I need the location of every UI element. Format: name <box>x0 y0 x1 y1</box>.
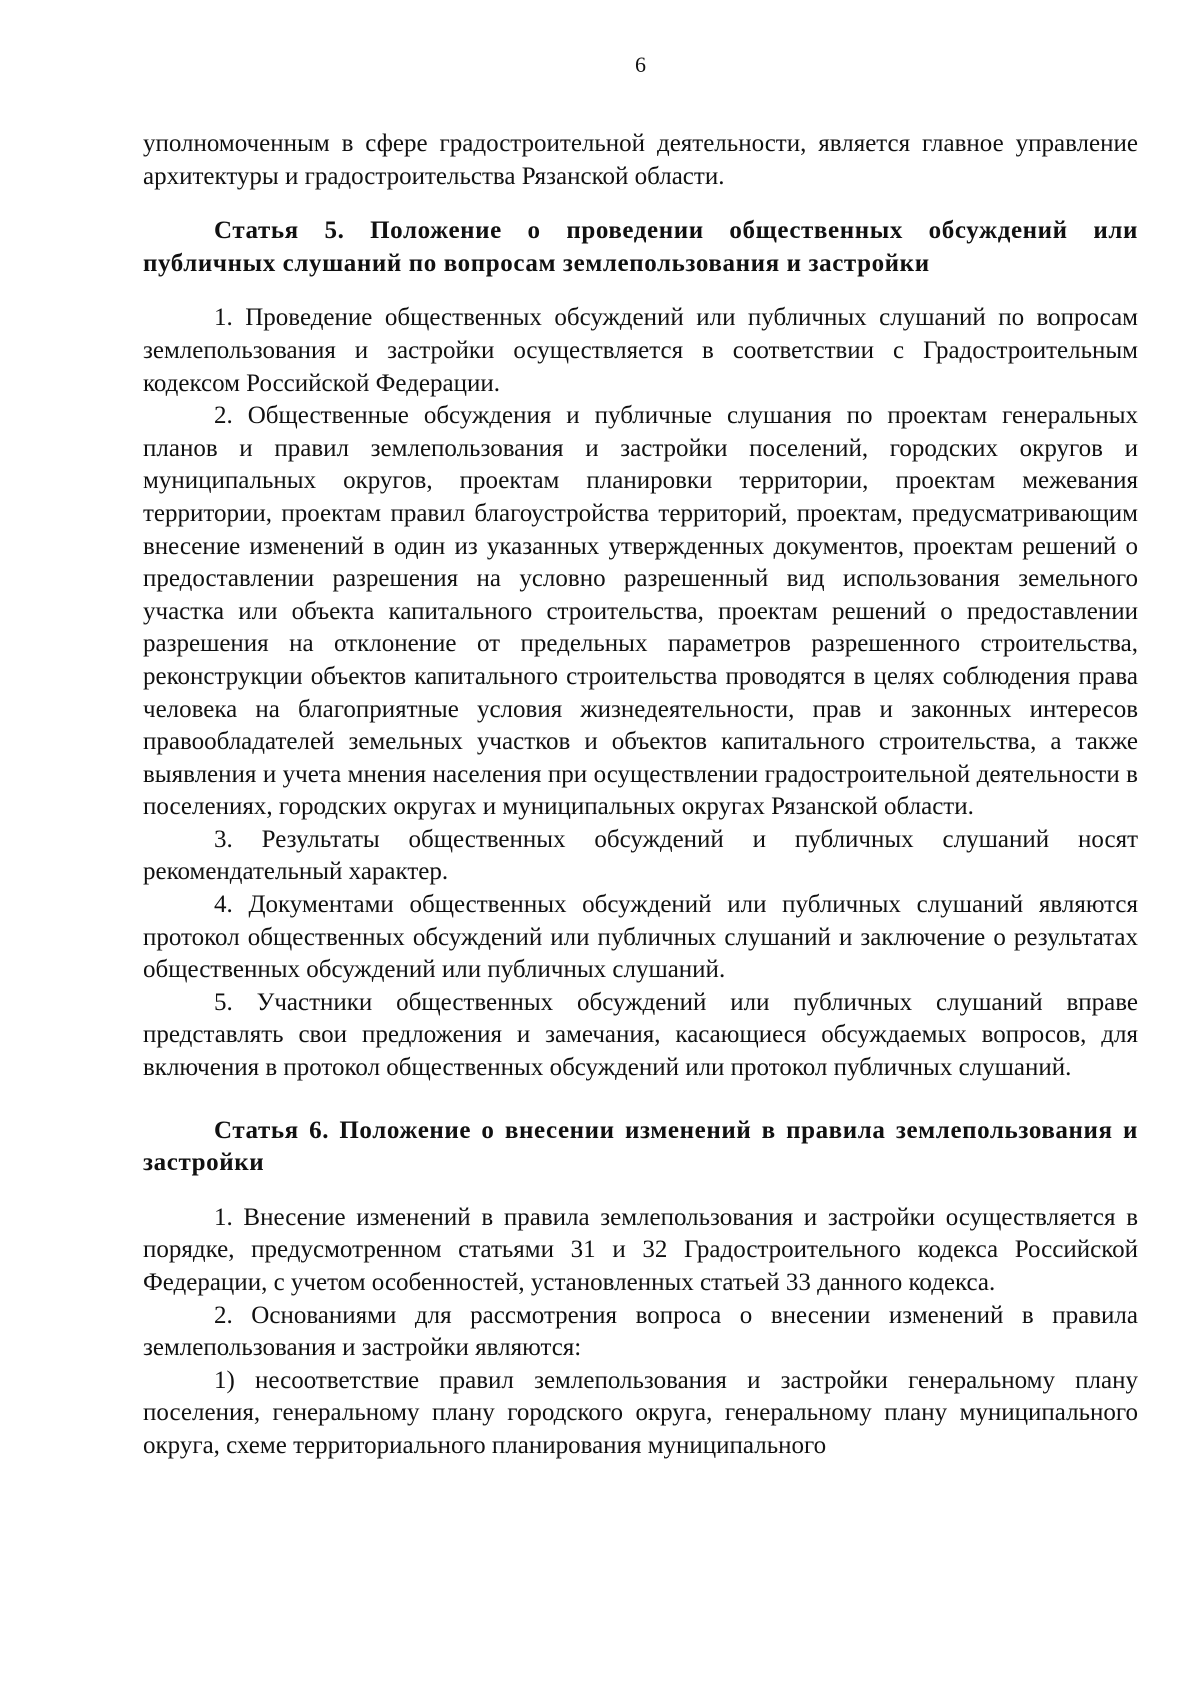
article-5-paragraph-1: 1. Проведение общественных обсуждений или публичных слушаний по вопросам землепользования и застройки осуществляется в соответствии с Градостроительным кодексом Российской Федерации. <box>143 304 1138 397</box>
article-5-paragraph-2: 2. Общественные обсуждения и публичные слушания по проектам генеральных планов и правил землепользования и застройки поселений, городских округов и муниципальных округов, проектам планировки территории, проектам межевания территории, проектам правил благоустройства территорий, проектам, предусматривающим внесение изменений в один из указанных утвержденных документов, проектам решений о предоставлении разрешения на условно разрешенный вид использования земельного участка или объекта капитального строительства, проектам решений о предоставлении разрешения на отклонение от предельных параметров разрешенного строительства, реконструкции объектов капитального строительства проводятся в целях соблюдения права человека на благоприятные условия жизнедеятельности, прав и законных интересов правообладателей земельных участков и объектов капитального строительства, а также выявления и учета мнения населения при осуществлении градостроительной деятельности в поселениях, городских округах и муниципальных округах Рязанской области. <box>143 402 1138 821</box>
article-5-title: Статья 5. Положение о проведении общественных обсуждений или публичных слушаний по вопросам землепользования и застройки <box>143 217 1138 277</box>
article-5-paragraph-4: 4. Документами общественных обсуждений или публичных слушаний являются протокол общественных обсуждений или публичных слушаний и заключение о результатах общественных обсуждений или публичных слушаний. <box>143 891 1138 984</box>
article-6-title: Статья 6. Положение о внесении изменений в правила землепользования и застройки <box>143 1116 1138 1177</box>
article-6-paragraph-2: 2. Основаниями для рассмотрения вопроса о внесении изменений в правила землепользования и застройки являются: <box>143 1301 1138 1362</box>
intro-paragraph: уполномоченным в сфере градостроительной деятельности, является главное управление архитектуры и градостроительства Рязанской области. <box>143 130 1138 190</box>
article-6-list-item-1: 1) несоответствие правил землепользования и застройки генеральному плану поселения, генеральному плану городского округа, генеральному плану муниципального округа, схеме территориального планирования муниципального <box>143 1366 1138 1459</box>
document-page <box>143 50 1138 1463</box>
article-6-paragraph-1: 1. Внесение изменений в правила землепользования и застройки осуществляется в порядке, предусмотренном статьями 31 и 32 Градостроительного кодекса Российской Федерации, с учетом особенностей, установленных статьей 33 данного кодекса. <box>143 1203 1138 1296</box>
article-5-paragraph-3: 3. Результаты общественных обсуждений и публичных слушаний носят рекомендательный характер. <box>143 825 1138 886</box>
page-number: 6 <box>635 52 646 77</box>
article-5-paragraph-5: 5. Участники общественных обсуждений или публичных слушаний вправе представлять свои предложения и замечания, касающиеся обсуждаемых вопросов, для включения в протокол общественных обсуждений или протокол публичных слушаний. <box>143 988 1138 1082</box>
